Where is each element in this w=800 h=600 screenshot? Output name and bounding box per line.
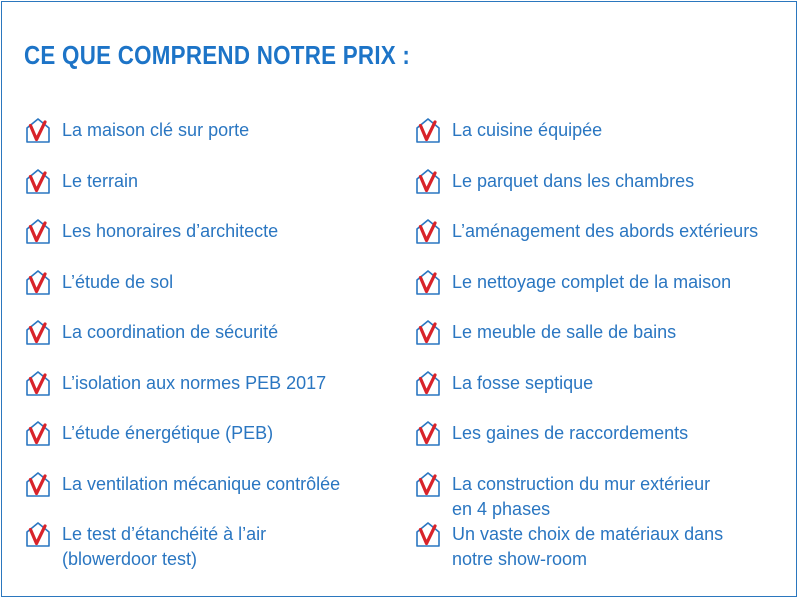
list-item-label: [452, 472, 710, 522]
house-check-icon: [414, 470, 442, 498]
house-check-icon: [24, 369, 52, 397]
house-check-icon: [414, 268, 442, 296]
list-item-line: Le meuble de salle de bains: [452, 322, 677, 342]
house-check-icon: [24, 167, 52, 195]
list-item-line: La construction du mur extérieur: [452, 473, 711, 494]
list-item-label: [452, 169, 694, 194]
list-item-line: notre show-room: [452, 549, 588, 569]
list-item-line: La fosse septique: [452, 372, 594, 393]
list-item-label: [62, 472, 340, 497]
house-check-icon: [24, 217, 52, 245]
house-check-icon: [24, 470, 52, 498]
list-item-label: [62, 320, 278, 345]
house-check-icon: [414, 217, 442, 245]
list-item-line: (blowerdoor test): [62, 549, 198, 569]
list-item-label: [452, 421, 688, 446]
list-item-label: [452, 270, 731, 295]
list-item-label: [452, 522, 723, 572]
list-item-line: L’aménagement des abords extérieurs: [452, 221, 759, 241]
list-item-line: Les honoraires d’architecte: [62, 221, 279, 241]
list-item-line: Les gaines de raccordements: [452, 423, 689, 443]
list-item-line: Le test d’étanchéité à l’air: [62, 524, 267, 544]
house-check-icon: [414, 369, 442, 397]
list-item-label: [62, 118, 249, 143]
list-item-line: La coordination de sécurité: [62, 322, 279, 342]
house-check-icon: [24, 520, 52, 548]
list-item-line: en 4 phases: [452, 498, 551, 519]
list-item-line: L’étude énergétique (PEB): [62, 423, 274, 443]
list-item-line: La cuisine équipée: [452, 120, 603, 140]
list-item-label: [62, 371, 326, 396]
list-item-label: [452, 371, 593, 396]
list-item-line: La maison clé sur porte: [62, 120, 250, 140]
list-item-line: La ventilation mécanique contrôlée: [62, 473, 341, 494]
list-item-label: [62, 219, 278, 244]
list-item-label: [62, 522, 266, 572]
list-item-line: L’étude de sol: [62, 271, 174, 292]
list-item-line: Le nettoyage complet de la maison: [452, 271, 732, 292]
house-check-icon: [24, 419, 52, 447]
list-item-label: [62, 270, 173, 295]
house-check-icon: [414, 116, 442, 144]
house-check-icon: [24, 318, 52, 346]
list-item-line: Le parquet dans les chambres: [452, 170, 695, 191]
list-item-label: [452, 320, 676, 345]
house-check-icon: [414, 419, 442, 447]
list-item-label: [452, 118, 602, 143]
list-item-label: [62, 421, 273, 446]
house-check-icon: [414, 520, 442, 548]
list-item-label: [452, 219, 758, 244]
house-check-icon: [24, 268, 52, 296]
list-item-label: [62, 169, 138, 194]
list-item-line: L’isolation aux normes PEB 2017: [62, 372, 327, 393]
house-check-icon: [24, 116, 52, 144]
list-item-line: Un vaste choix de matériaux dans: [452, 524, 724, 544]
house-check-icon: [414, 167, 442, 195]
list-item-line: Le terrain: [62, 170, 139, 191]
page-title: CE QUE COMPREND NOTRE PRIX :: [24, 40, 411, 70]
house-check-icon: [414, 318, 442, 346]
